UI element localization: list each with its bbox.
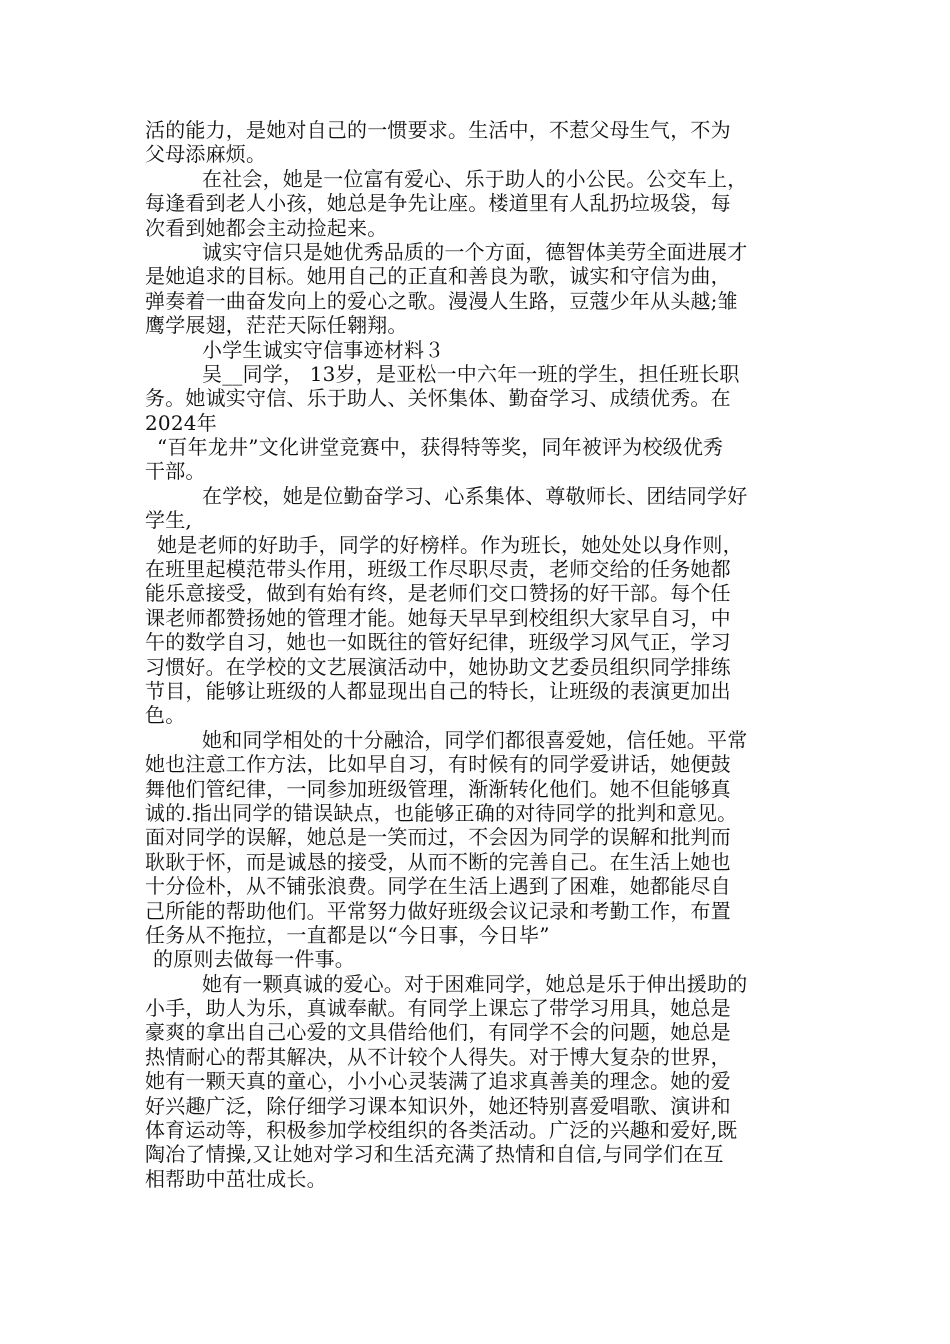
text-line: 父母添麻烦。 (145, 142, 267, 167)
text-line: 鹰学展翅，茫茫天际任翱翔。 (145, 313, 408, 338)
text-line: 每逢看到老人小孩，她总是争先让座。楼道里有人乱扔垃圾袋，每 (145, 191, 731, 216)
text-line: 次看到她都会主动捡起来。 (145, 215, 388, 240)
text-line: 任务从不拖拉，一直都是以“今日事，今日毕” (145, 922, 550, 947)
text-line: 在社会，她是一位富有爱心、乐于助人的小公民。公交车上， (202, 166, 748, 191)
text-line: 豪爽的拿出自己心爱的文具借给他们，有同学不会的问题，她总是 (145, 1020, 731, 1045)
text-line: 她和同学相处的十分融洽，同学们都很喜爱她，信任她。平常 (202, 727, 748, 752)
text-line: 干部。 (145, 459, 206, 484)
text-line: 热情耐心的帮其解决，从不计较个人得失。对于博大复杂的世界， (145, 1044, 731, 1069)
text-line: “百年龙井”文化讲堂竞赛中，获得特等奖，同年被评为校级优秀 (157, 435, 724, 460)
text-line: 体育运动等，积极参加学校组织的各类活动。广泛的兴趣和爱好,既 (145, 1118, 738, 1143)
text-line: 2024年 (145, 410, 217, 435)
text-line: 午的数学自习，她也一如既往的管好纪律，班级学习风气正，学习 (145, 630, 731, 655)
text-line: 是她追求的目标。她用自己的正直和善良为歌，诚实和守信为曲， (145, 264, 731, 289)
text-line: 诚实守信只是她优秀品质的一个方面，德智体美劳全面进展才 (202, 239, 748, 264)
text-line: 学生, (145, 508, 192, 533)
text-line: 活的能力，是她对自己的一惯要求。生活中，不惹父母生气，不为 (145, 118, 731, 142)
text-line: 习惯好。在学校的文艺展演活动中，她协助文艺委员组织同学排练 (145, 654, 731, 679)
text-line: 在学校，她是位勤奋学习、心系集体、尊敬师长、团结同学好 (202, 483, 748, 508)
text-line: 她也注意工作方法，比如早自习，有时候有的同学爱讲话，她便鼓 (145, 752, 731, 777)
text-line: 的原则去做每一件事。 (153, 947, 355, 972)
text-line: 她有一颗天真的童心，小小心灵装满了追求真善美的理念。她的爱 (145, 1069, 731, 1094)
text-line: 务。她诚实守信、乐于助人、关怀集体、勤奋学习、成绩优秀。在 (145, 386, 731, 411)
text-line: 能乐意接受，做到有始有终，是老师们交口赞扬的好干部。每个任 (145, 581, 731, 606)
text-line: 色。 (145, 703, 186, 728)
text-line: 节目，能够让班级的人都显现出自己的特长，让班级的表演更加出 (145, 678, 731, 703)
section-title: 小学生诚实守信事迹材料３ (202, 337, 445, 362)
text-line: 十分俭朴，从不铺张浪费。同学在生活上遇到了困难，她都能尽自 (145, 874, 731, 899)
text-line: 吴__同学， 13岁，是亚松一中六年一班的学生，担任班长职 (202, 361, 740, 386)
text-line: 己所能的帮助他们。平常努力做好班级会议记录和考勤工作，布置 (145, 898, 731, 923)
text-line: 耿耿于怀，而是诚恳的接受，从而不断的完善自己。在生活上她也 (145, 849, 731, 874)
text-line: 课老师都赞扬她的管理才能。她每天早早到校组织大家早自习，中 (145, 605, 731, 630)
text-line: 弹奏着一曲奋发向上的爱心之歌。漫漫人生路，豆蔻少年从头越;雏 (145, 288, 738, 313)
text-line: 面对同学的误解，她总是一笑而过，不会因为同学的误解和批判而 (145, 825, 731, 850)
text-line: 她是老师的好助手，同学的好榜样。作为班长，她处处以身作则， (157, 532, 743, 557)
text-line: 在班里起模范带头作用，班级工作尽职尽责，老师交给的任务她都 (145, 557, 731, 582)
text-line: 好兴趣广泛，除仔细学习课本知识外，她还特别喜爱唱歌、演讲和 (145, 1093, 731, 1118)
text-line: 陶冶了情操,又让她对学习和生活充满了热情和自信,与同学们在互 (145, 1142, 724, 1167)
document-body (145, 118, 810, 1191)
text-line: 她有一颗真诚的爱心。对于困难同学，她总是乐于伸出援助的 (202, 971, 748, 996)
text-line: 舞他们管纪律，一同参加班级管理，渐渐转化他们。她不但能够真 (145, 776, 731, 801)
text-line: 小手，助人为乐，真诚奉献。有同学上课忘了带学习用具，她总是 (145, 996, 731, 1021)
text-line: 诚的.指出同学的错误缺点，也能够正确的对待同学的批判和意见。 (145, 800, 738, 825)
text-line: 相帮助中茁壮成长。 (145, 1166, 327, 1191)
